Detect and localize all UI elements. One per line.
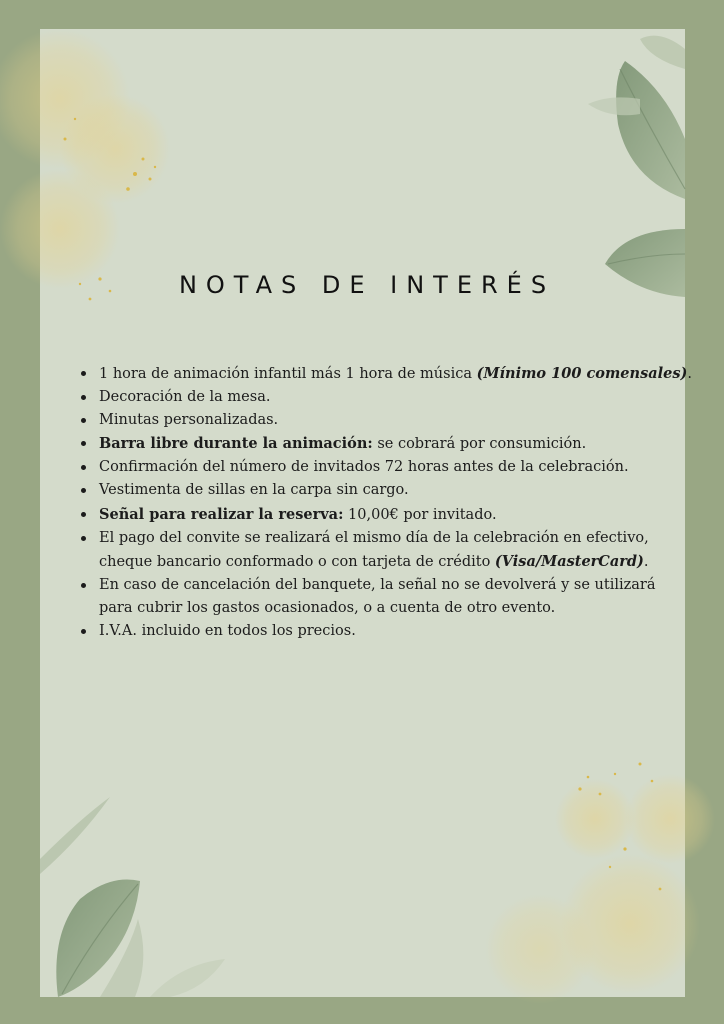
- note-end: .: [643, 553, 649, 570]
- leaf-branch-top-right-icon: [588, 36, 685, 297]
- note-line-1: El pago del convite se realizará el mismo día de la celebración en efectivo,: [99, 529, 649, 546]
- note-line-1: En caso de cancelación del banquete, la señal no se devolverá y se utilizará: [99, 576, 656, 593]
- note-text: Decoración de la mesa.: [99, 389, 271, 406]
- note-text: Minutas personalizadas.: [99, 412, 279, 429]
- note-text: 1 hora de animación infantil más 1 hora de música: [99, 366, 477, 382]
- list-item: [99, 574, 679, 620]
- list-item: [99, 527, 679, 574]
- note-line-2: cheque bancario conformado o con tarjeta de crédito: [99, 553, 495, 570]
- leaf-branch-bottom-left-icon: [40, 797, 225, 997]
- note-bold-label: Barra libre durante la animación:: [99, 435, 373, 453]
- gold-watercolor-top-left-icon: [0, 29, 170, 300]
- note-line-2: para cubrir los gastos ocasionados, o a cuenta de otro evento.: [99, 599, 556, 616]
- page-title: NOTAS DE INTERÉS: [178, 271, 556, 299]
- gold-watercolor-bottom-right-icon: [485, 763, 715, 1005]
- note-text: se cobrará por consumición.: [372, 436, 587, 453]
- note-text: I.V.A. incluido en todos los precios.: [99, 623, 356, 640]
- list-item: [99, 456, 679, 479]
- list-item: [99, 362, 692, 386]
- notes-list: [80, 362, 692, 643]
- note-emphasis: (Mínimo 100 comensales): [476, 365, 688, 382]
- note-text: Confirmación del número de invitados 72 horas antes de la celebración.: [99, 459, 629, 476]
- list-item: [99, 479, 679, 502]
- note-emphasis: (Visa/MasterCard): [494, 552, 644, 570]
- list-item: [99, 503, 679, 527]
- list-item: [99, 409, 679, 432]
- note-text: 10,00€ por invitado.: [343, 506, 497, 523]
- note-end: .: [687, 366, 692, 382]
- list-item: [99, 386, 679, 409]
- list-item: [99, 432, 679, 456]
- list-item: [99, 620, 679, 643]
- note-text: Vestimenta de sillas en la carpa sin cargo.: [99, 482, 409, 499]
- document-page: [40, 29, 692, 997]
- note-bold-label: Señal para realizar la reserva:: [99, 505, 344, 523]
